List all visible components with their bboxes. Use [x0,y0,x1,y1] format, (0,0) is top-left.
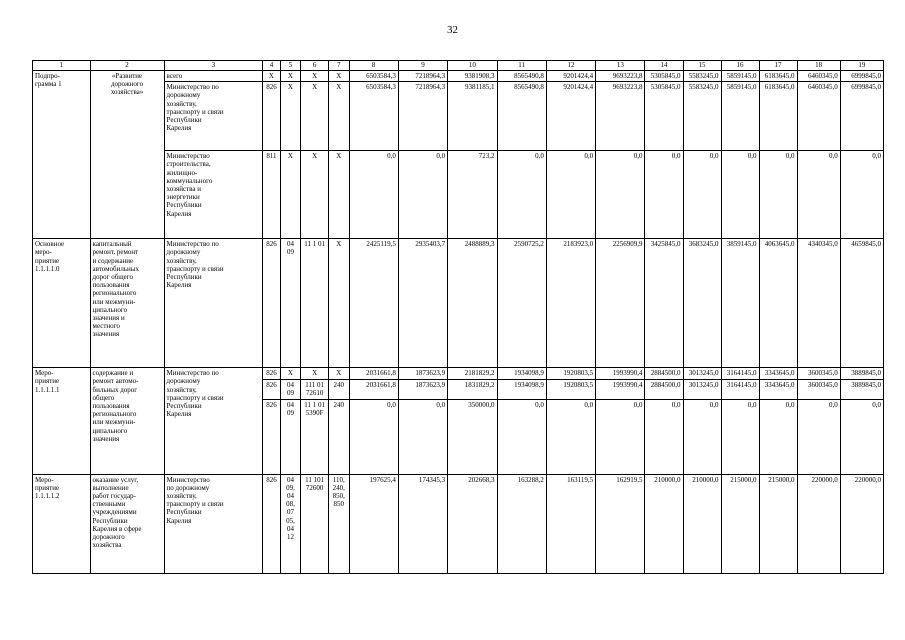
col-header: 16 [721,61,759,71]
cell-c7: 240 [328,399,349,474]
cell-c7: Х [328,151,349,239]
cell-c7: Х [328,71,349,82]
value-cell: 0,0 [797,151,840,239]
value-cell: 3859145,0 [721,239,759,368]
table-row [33,368,884,380]
cell-c5: 04 09 [280,239,301,368]
col-header: 2 [90,61,164,71]
value-cell: 215000,0 [759,474,797,573]
cell-c6: Х [301,82,329,151]
value-cell: 0,0 [497,151,546,239]
value-cell: 2935403,7 [398,239,447,368]
executor: всего [164,71,263,82]
cell-c5: Х [280,368,301,380]
value-cell: 163119,5 [546,474,595,573]
cell-c4: 826 [263,399,280,474]
value-cell: 197625,4 [349,474,398,573]
value-cell: 5583245,0 [683,82,721,151]
value-cell: 0,0 [797,399,840,474]
col-header: 1 [33,61,91,71]
cell-c5: Х [280,71,301,82]
cell-c6: Х [301,151,329,239]
value-cell: 3164145,0 [721,380,759,399]
row-name: Меро- приятие 1.1.1.1.2 [33,474,91,573]
row-title: содержание и ремонт автомо- бильных дорог общего пользования регионального или межмуни- ципального значения [90,368,164,474]
value-cell: 7218964,3 [398,71,447,82]
cell-c4: 826 [263,368,280,380]
col-header: 14 [645,61,683,71]
value-cell: 3013245,0 [683,368,721,380]
col-header: 3 [164,61,263,71]
col-header: 6 [301,61,329,71]
value-cell: 0,0 [596,151,645,239]
value-cell: 0,0 [349,151,398,239]
col-header: 4 [263,61,280,71]
value-cell: 6460345,0 [797,71,840,82]
value-cell: 3600345,0 [797,380,840,399]
value-cell: 0,0 [759,151,797,239]
value-cell: 0,0 [398,151,447,239]
value-cell: 2884500,0 [645,380,683,399]
value-cell: 4659845,0 [840,239,883,368]
cell-c5: 04 09 [280,399,301,474]
cell-c7: 110, 240, 850, 850 [328,474,349,573]
value-cell: 5859145,0 [721,82,759,151]
value-cell: 6460345,0 [797,82,840,151]
cell-c4: 826 [263,474,280,573]
cell-c4: 826 [263,82,280,151]
value-cell: 1920803,5 [546,368,595,380]
value-cell: 0,0 [683,151,721,239]
value-cell: 6183645,0 [759,71,797,82]
value-cell: 1873623,9 [398,380,447,399]
value-cell: 2425119,5 [349,239,398,368]
value-cell: 350000,0 [448,399,497,474]
value-cell: 6503584,3 [349,71,398,82]
value-cell: 7218964,3 [398,82,447,151]
value-cell: 3343645,0 [759,368,797,380]
col-header: 19 [840,61,883,71]
value-cell: 162919,5 [596,474,645,573]
value-cell: 215000,0 [721,474,759,573]
value-cell: 4340345,0 [797,239,840,368]
value-cell: 5859145,0 [721,71,759,82]
value-cell: 2031661,8 [349,380,398,399]
col-header: 7 [328,61,349,71]
cell-c6: 11 1 01 [301,239,329,368]
cell-c6: 111 01 72610 [301,380,329,399]
value-cell: 6999845,0 [840,71,883,82]
value-cell: 0,0 [645,151,683,239]
value-cell: 2590725,2 [497,239,546,368]
program-table [32,60,884,574]
value-cell: 5305845,0 [645,82,683,151]
col-header: 18 [797,61,840,71]
value-cell: 0,0 [546,151,595,239]
value-cell: 163288,2 [497,474,546,573]
value-cell: 2031661,8 [349,368,398,380]
value-cell: 3600345,0 [797,368,840,380]
value-cell: 4063645,0 [759,239,797,368]
value-cell: 3164145,0 [721,368,759,380]
value-cell: 1993990,4 [596,368,645,380]
executor: Министерство строительства, жилищно- коммунального хозяйства и энергетики Республики Карелия [164,151,263,239]
value-cell: 9381185,1 [448,82,497,151]
col-header: 13 [596,61,645,71]
value-cell: 3343645,0 [759,380,797,399]
executor: Министерство по дорожному хозяйству, транспорту и связи Республики Карелия [164,239,263,368]
col-header: 9 [398,61,447,71]
cell-c4: 826 [263,239,280,368]
cell-c6: Х [301,71,329,82]
value-cell: 3013245,0 [683,380,721,399]
value-cell: 0,0 [840,399,883,474]
value-cell: 1934098,9 [497,380,546,399]
executor: Министерство по дорожному хозяйству, транспорту и связи Республики Карелия [164,82,263,151]
value-cell: 0,0 [721,151,759,239]
value-cell: 3889845,0 [840,368,883,380]
cell-c5: 04 09 [280,380,301,399]
value-cell: 220000,0 [797,474,840,573]
table-row [33,239,884,368]
value-cell: 3425845,0 [645,239,683,368]
value-cell: 1993990,4 [596,380,645,399]
cell-c6: 11 101 72600 [301,474,329,573]
cell-c7: Х [328,82,349,151]
col-header: 11 [497,61,546,71]
cell-c7: Х [328,368,349,380]
cell-c5: Х [280,151,301,239]
value-cell: 0,0 [759,399,797,474]
row-title: капитальный ремонт, ремонт и содержание автомобильных дорог общего пользования регионального или межмуни- ципального значения и местного значения [90,239,164,368]
value-cell: 1831829,2 [448,380,497,399]
value-cell: 220000,0 [840,474,883,573]
value-cell: 9693223,8 [596,82,645,151]
executor: Министерство по дорожному хозяйству, транспорту и связи Республики Карелия [164,474,263,573]
executor: Министерство по дорожному хозяйству, транспорту и связи Республики Карелия [164,368,263,474]
value-cell: 9201424,4 [546,71,595,82]
value-cell: 2884500,0 [645,368,683,380]
value-cell: 2256909,9 [596,239,645,368]
value-cell: 0,0 [349,399,398,474]
col-header: 10 [448,61,497,71]
row-name: Меро- приятие 1.1.1.1.1 [33,368,91,474]
value-cell: 2488889,3 [448,239,497,368]
value-cell: 6503584,3 [349,82,398,151]
value-cell: 3683245,0 [683,239,721,368]
value-cell: 8565490,8 [497,71,546,82]
value-cell: 202668,3 [448,474,497,573]
value-cell: 0,0 [497,399,546,474]
value-cell: 0,0 [546,399,595,474]
value-cell: 210000,0 [645,474,683,573]
cell-c6: 11 1 01 5390F [301,399,329,474]
value-cell: 0,0 [683,399,721,474]
value-cell: 9693223,8 [596,71,645,82]
value-cell: 0,0 [596,399,645,474]
cell-c7: Х [328,239,349,368]
value-cell: 8565490,8 [497,82,546,151]
header-row [33,61,884,71]
row-name: Подпро- грамма 1 [33,71,91,239]
table-row [33,71,884,82]
value-cell: 723,2 [448,151,497,239]
value-cell: 0,0 [645,399,683,474]
value-cell: 1873623,9 [398,368,447,380]
col-header: 8 [349,61,398,71]
col-header: 5 [280,61,301,71]
cell-c4: Х [263,71,280,82]
value-cell: 0,0 [398,399,447,474]
value-cell: 0,0 [840,151,883,239]
cell-c7: 240 [328,380,349,399]
cell-c5: 04 09, 04 08, 07 05, 04 12 [280,474,301,573]
cell-c4: 826 [263,380,280,399]
value-cell: 6183645,0 [759,82,797,151]
value-cell: 1934098,9 [497,368,546,380]
col-header: 12 [546,61,595,71]
value-cell: 210000,0 [683,474,721,573]
value-cell: 9381908,3 [448,71,497,82]
value-cell: 6999845,0 [840,82,883,151]
value-cell: 2183923,0 [546,239,595,368]
cell-c5: Х [280,82,301,151]
value-cell: 2181829,2 [448,368,497,380]
page-number: 32 [447,24,458,36]
value-cell: 9201424,4 [546,82,595,151]
value-cell: 0,0 [721,399,759,474]
value-cell: 174345,3 [398,474,447,573]
cell-c4: 811 [263,151,280,239]
row-name: Основное меро- приятие 1.1.1.1.0 [33,239,91,368]
cell-c6: Х [301,368,329,380]
value-cell: 5305845,0 [645,71,683,82]
value-cell: 3889845,0 [840,380,883,399]
table-row [33,474,884,573]
row-title: «Развитие дорожного хозяйства» [90,71,164,239]
value-cell: 1920803,5 [546,380,595,399]
row-title: оказание услуг, выполнение работ государ- ственными учреждениями Республики Карелия в сфере дорожного хозяйства [90,474,164,573]
col-header: 15 [683,61,721,71]
col-header: 17 [759,61,797,71]
value-cell: 5583245,0 [683,71,721,82]
